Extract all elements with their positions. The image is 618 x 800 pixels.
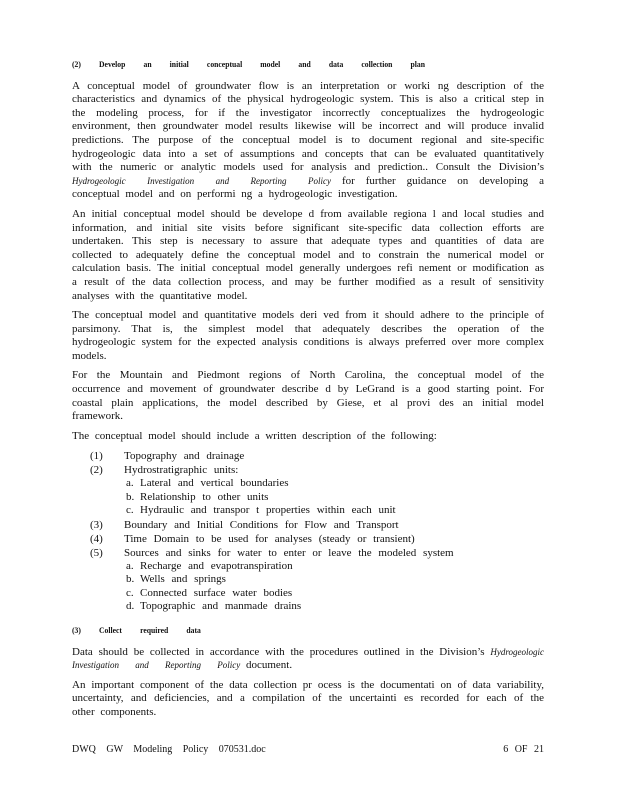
paragraph-text: Data should be collected in accordance with the procedures outlined in the Division’s [72,645,485,658]
list-item-text: Hydrostratigraphic units: [124,464,239,477]
paragraph-text: A conceptual model of groundwater flow is an interpretation or worki ng description of the characteristics and dynamics of the physical hydrogeologic system. This is also a critical step in the modeling process, for if the investigator incorrectly conceptualizes the hydrogeologic environment, then groundwater model results likewise will be incorrect and will produce invalid predictions. The purpose of the conceptual model is to document regional and site-specific hydrogeologic data into a set of assumptions and concepts that can be evaluated quantitatively with the numeric or analytic models used for analysis and prediction.. Consult the Division’s [72,79,544,174]
section-2-paragraph-2: An initial conceptual model should be develope d from available regiona l and local studies and information, and initial site visits before significant site-specific data collection efforts are undertaken. This step is necessary to assure that adequate types and quantities of data are collected to adequately define the conceptual model and to constrain the numerical model or calculation basis. The initial conceptual model generally undergoes refi nement or modification as a result of the data collection process, and may be further modified as a result of sensitivity analyses with the quantitative model. [72,207,544,302]
list-number: (1) [90,450,103,463]
list-number: (5) [90,546,103,559]
sub-list-item [72,504,544,518]
section-3-heading: (3) Collect required data [72,624,201,635]
policy-reference: Hydrogeologic Investigation and Reporting Policy [72,646,545,671]
sub-list-text: Hydraulic and transpor t properties within each unit [140,504,396,517]
section-2-paragraph-1 [72,80,544,202]
section-2-heading: (2) Develop an initial conceptual model and data collection plan [72,59,425,69]
paragraph-text: document. [245,659,293,672]
sub-list-letter: d. [126,600,135,613]
sub-list-text: Recharge and evapotranspiration [140,559,293,572]
sub-list-text: Connected surface water bodies [140,586,293,599]
sub-list-item [72,587,544,601]
policy-reference: Hydrogeologic Investigation and Reporting Policy [72,175,331,186]
list-item-text: Sources and sinks for water to enter or leave the modeled system [124,546,454,559]
document-page [72,58,544,726]
sub-list-letter: b. [126,490,135,503]
list-item [72,449,544,463]
sub-list-item [72,477,544,491]
section-2-paragraph-5: The conceptual model should include a written description of the following: [72,429,437,442]
sub-list-item [72,560,544,574]
list-item [72,532,544,546]
section-3-paragraph-2: An important component of the data collection pr ocess is the documentati on of data variability, uncertainty, and deficiencies, and a compilation of the uncertainti es recorded for each of the other components. [72,678,544,718]
footer-page-number: 6 OF 21 [503,744,544,755]
sub-list-item [72,573,544,587]
list-item [72,518,544,532]
paragraph-text: for further guidance on developing a conceptual model and on performi ng a hydrogeologic investigation. [72,174,544,201]
list-number: (4) [90,532,103,545]
list-item-text: Boundary and Initial Conditions for Flow and Transport [124,518,399,531]
sub-list-text: Lateral and vertical boundaries [140,477,289,490]
list-item [72,463,544,477]
conceptual-model-list [72,449,544,614]
list-item-text: Time Domain to be used for analyses (steady or transient) [124,532,415,545]
sub-list-text: Topographic and manmade drains [140,600,302,613]
section-2-paragraph-3: The conceptual model and quantitative models deri ved from it should adhere to the principle of parsimony. That is, the simplest model that adequately describes the operation of the hydrogeologic system for the expected analysis conditions is always preferred over more complex models. [72,309,544,362]
sub-list-letter: c. [126,504,134,517]
sub-list-letter: b. [126,573,135,586]
sub-list-item [72,491,544,505]
list-item [72,546,544,560]
footer-document-name: DWQ GW Modeling Policy 070531.doc [72,744,266,755]
sub-list-text: Relationship to other units [140,490,269,503]
section-2-paragraph-4: For the Mountain and Piedmont regions of North Carolina, the conceptual model of the occurrence and movement of groundwater describe d by LeGrand is a good starting point. For coastal plain applications, the model described by Giese, et al provi des an initial model framework. [72,369,544,423]
sub-list-item [72,600,544,614]
section-3-paragraph-1 [72,646,544,673]
sub-list-text: Wells and springs [140,573,226,586]
list-number: (3) [90,518,103,531]
sub-list-letter: c. [126,586,134,599]
sub-list-letter: a. [126,559,134,572]
list-number: (2) [90,464,103,477]
sub-list-letter: a. [126,477,134,490]
list-item-text: Topography and drainage [124,450,245,463]
